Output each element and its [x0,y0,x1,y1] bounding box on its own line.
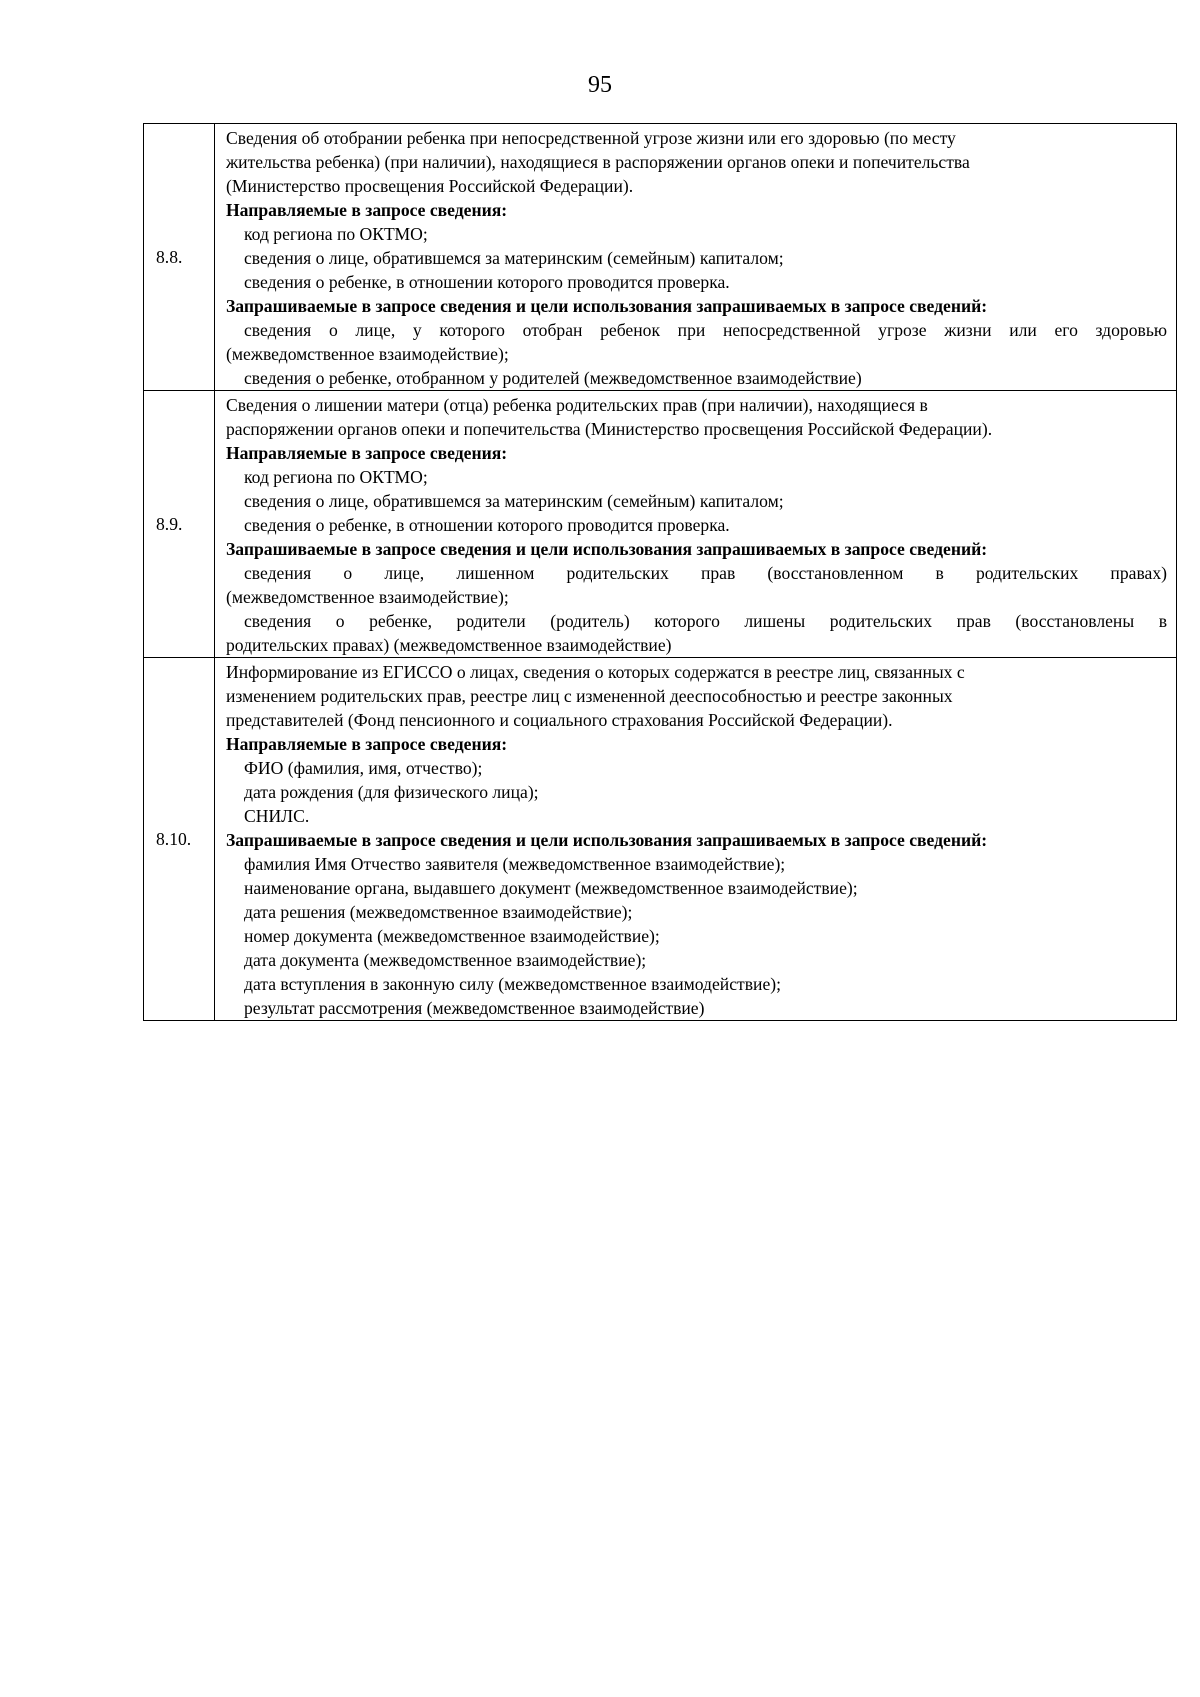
requested-item: фамилия Имя Отчество заявителя (межведомственное взаимодействие); [244,854,786,874]
sent-item: дата рождения (для физического лица); [244,782,539,802]
requested-heading: Запрашиваемые в запросе сведения и цели использования запрашиваемых в запросе сведений: [226,539,988,559]
requests-table [143,123,1177,1021]
sent-item: ФИО (фамилия, имя, отчество); [244,758,483,778]
requested-item: наименование органа, выдавшего документ (межведомственное взаимодействие); [244,878,858,898]
sent-item: код региона по ОКТМО; [244,224,428,244]
description-line: изменением родительских прав, реестре лиц с измененной дееспособностью и реестре законных [226,686,953,706]
row-number: 8.10. [144,658,215,1021]
requested-item-continuation: (межведомственное взаимодействие); [226,344,509,364]
requested-item: сведения о ребенке, отобранном у родителей (межведомственное взаимодействие) [244,368,862,388]
row-number: 8.9. [144,391,215,658]
table-row [144,124,1177,391]
row-content [215,658,1177,1021]
table-row [144,658,1177,1021]
requested-item-first-line: сведения о ребенке, родители (родитель) которого лишены родительских прав (восстановлены в [244,611,1167,631]
row-number: 8.8. [144,124,215,391]
description-line: распоряжении органов опеки и попечительства (Министерство просвещения Российской Федерации). [226,419,993,439]
sent-item: код региона по ОКТМО; [244,467,428,487]
row-content [215,391,1177,658]
requested-item-first-line: сведения о лице, лишенном родительских прав (восстановленном в родительских правах) [244,563,1167,583]
requested-heading: Запрашиваемые в запросе сведения и цели использования запрашиваемых в запросе сведений: [226,296,988,316]
requested-item: дата документа (межведомственное взаимодействие); [244,950,647,970]
sent-heading: Направляемые в запросе сведения: [226,734,508,754]
description-line: жительства ребенка) (при наличии), находящиеся в распоряжении органов опеки и попечительства [226,152,970,172]
requested-item: дата вступления в законную силу (межведомственное взаимодействие); [244,974,781,994]
requested-item-continuation: родительских правах) (межведомственное взаимодействие) [226,635,672,655]
sent-item: сведения о лице, обратившемся за материнским (семейным) капиталом; [244,491,784,511]
sent-heading: Направляемые в запросе сведения: [226,200,508,220]
sent-item: сведения о ребенке, в отношении которого проводится проверка. [244,515,730,535]
requested-heading: Запрашиваемые в запросе сведения и цели использования запрашиваемых в запросе сведений: [226,830,988,850]
page-number: 95 [588,72,612,98]
description-line: Информирование из ЕГИССО о лицах, сведения о которых содержатся в реестре лиц, связанных с [226,662,965,682]
table-row [144,391,1177,658]
requested-item: дата решения (межведомственное взаимодействие); [244,902,633,922]
requested-item-first-line: сведения о лице, у которого отобран ребенок при непосредственной угрозе жизни или его здоровью [244,320,1167,340]
sent-heading: Направляемые в запросе сведения: [226,443,508,463]
requested-item: номер документа (межведомственное взаимодействие); [244,926,660,946]
description-line: Сведения об отобрании ребенка при непосредственной угрозе жизни или его здоровью (по месту [226,128,956,148]
description-line: представителей (Фонд пенсионного и социального страхования Российской Федерации). [226,710,893,730]
description-line: Сведения о лишении матери (отца) ребенка родительских прав (при наличии), находящиеся в [226,395,928,415]
row-content [215,124,1177,391]
requested-item: результат рассмотрения (межведомственное взаимодействие) [244,998,705,1018]
sent-item: сведения о ребенке, в отношении которого проводится проверка. [244,272,730,292]
sent-item: сведения о лице, обратившемся за материнским (семейным) капиталом; [244,248,784,268]
sent-item: СНИЛС. [244,806,310,826]
requested-item-continuation: (межведомственное взаимодействие); [226,587,509,607]
description-line: (Министерство просвещения Российской Федерации). [226,176,634,196]
